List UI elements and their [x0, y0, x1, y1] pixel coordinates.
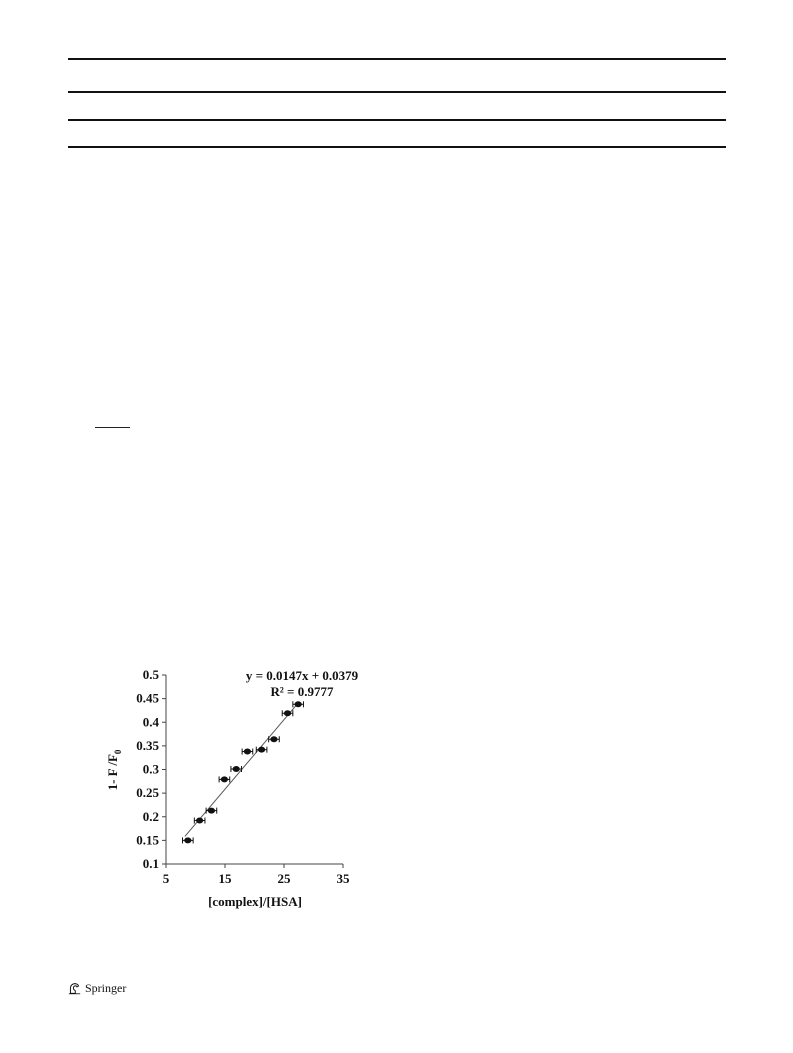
x-tick-label: 15	[218, 871, 232, 886]
table-top-rule	[68, 58, 726, 60]
points-group	[183, 701, 304, 843]
data-point	[270, 736, 277, 742]
x-axis-label: [complex]/[HSA]	[208, 894, 302, 909]
footnote-rule	[95, 427, 130, 428]
data-point	[233, 766, 240, 772]
y-tick-label: 0.5	[142, 667, 159, 682]
data-point	[184, 837, 191, 843]
data-point	[208, 808, 215, 814]
publisher-footer	[68, 981, 126, 996]
data-point	[221, 776, 228, 782]
ticks	[136, 667, 350, 886]
y-tick-label: 0.1	[142, 856, 159, 871]
y-tick-label: 0.45	[136, 690, 159, 706]
data-point	[196, 818, 203, 824]
data-point	[244, 749, 251, 755]
y-tick-label: 0.4	[142, 714, 159, 730]
equation-annotation: y = 0.0147x + 0.0379	[245, 668, 359, 683]
axes	[166, 675, 343, 864]
y-tick-label: 0.3	[142, 761, 159, 777]
x-tick-label: 25	[277, 871, 291, 886]
x-tick-label: 5	[162, 871, 170, 886]
publisher-name: Springer	[85, 981, 127, 995]
y-axis-label-subscript: 0	[113, 749, 123, 755]
r-squared-annotation: R² = 0.9777	[270, 684, 334, 699]
data-point	[284, 710, 291, 716]
y-tick-label: 0.25	[136, 785, 159, 801]
data-point	[295, 701, 302, 707]
x-tick-label: 35	[336, 871, 350, 886]
table-bottom-rule	[68, 146, 726, 148]
y-tick-label: 0.2	[142, 808, 159, 824]
scatter-figure	[100, 660, 360, 915]
y-axis-label-main: 1- F /F	[105, 754, 120, 791]
table-row-rule	[68, 119, 726, 121]
data-point	[258, 747, 265, 753]
chart-svg	[100, 660, 360, 915]
y-tick-label: 0.15	[136, 832, 159, 848]
y-axis-label	[105, 749, 123, 790]
y-tick-label: 0.35	[136, 737, 159, 753]
springer-horse-icon	[68, 982, 81, 995]
table-header-rule	[68, 91, 726, 93]
